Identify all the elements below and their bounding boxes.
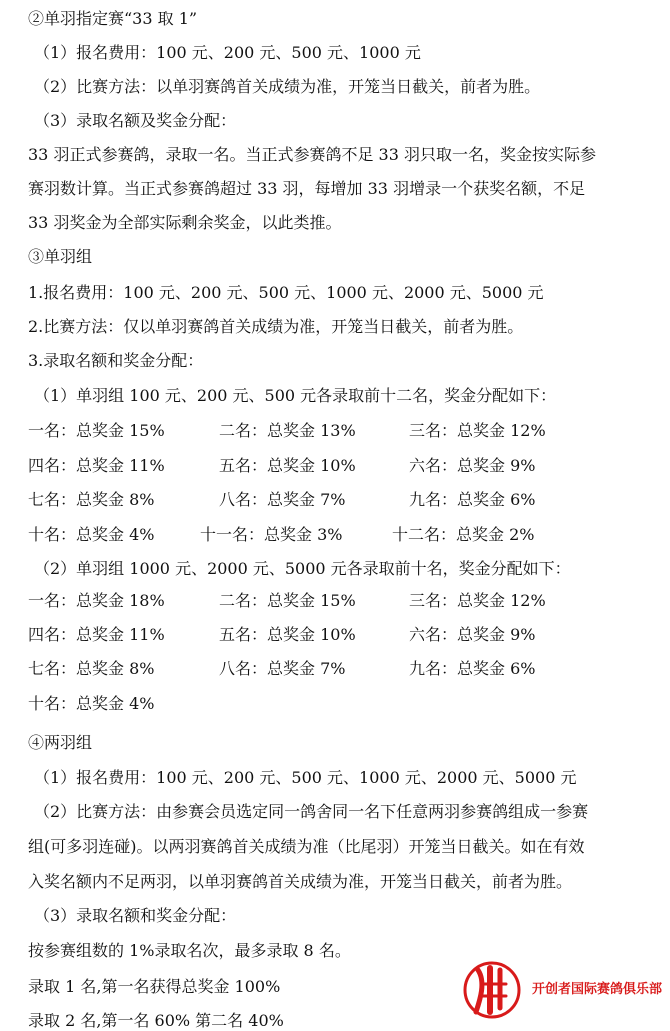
prize-cell: 四名：总奖金 11% <box>28 625 165 644</box>
s4-quota: （3）录取名额和奖金分配： <box>34 906 237 925</box>
prize-cell: 三名：总奖金 12% <box>409 591 546 610</box>
prize-cell: 五名：总奖金 10% <box>219 625 356 644</box>
club-emblem-icon <box>462 960 522 1020</box>
prize-cell: 四名：总奖金 11% <box>28 456 165 475</box>
prize-cell: 六名：总奖金 9% <box>409 456 536 475</box>
prize-cell: 五名：总奖金 10% <box>219 456 356 475</box>
prize-cell: 十二名：总奖金 2% <box>392 525 535 544</box>
s3-quota: 3.录取名额和奖金分配： <box>28 351 204 370</box>
prize-cell: 十名：总奖金 4% <box>28 525 155 544</box>
s3-sub2: （2）单羽组 1000 元、2000 元、5000 元各录取前十名，奖金分配如下： <box>34 559 571 578</box>
s2-paragraph-line: 33 羽正式参赛鸽，录取一名。当正式参赛鸽不足 33 羽只取一名，奖金按实际参 <box>28 145 596 164</box>
club-name: 开创者国际赛鸽俱乐部 <box>532 982 663 997</box>
prize-cell: 九名：总奖金 6% <box>409 659 536 678</box>
s2-paragraph-line: 赛羽数计算。当正式参赛鸽超过 33 羽，每增加 33 羽增录一个获奖名额，不足 <box>28 179 586 198</box>
section-2-title: ②单羽指定赛“33 取 1” <box>28 9 198 28</box>
s4-method-line: 入奖名额内不足两羽，以单羽赛鸽首关成绩为准，开笼当日截关，前者为胜。 <box>28 872 573 891</box>
prize-cell: 十名：总奖金 4% <box>28 694 155 713</box>
prize-cell: 七名：总奖金 8% <box>28 490 155 509</box>
prize-cell: 八名：总奖金 7% <box>219 659 346 678</box>
prize-cell: 二名：总奖金 15% <box>219 591 356 610</box>
club-logo <box>462 960 666 1020</box>
prize-cell: 三名：总奖金 12% <box>409 421 546 440</box>
s4-result-line: 录取 1 名,第一名获得总奖金 100% <box>28 977 281 996</box>
s4-method-line: （2）比赛方法：由参赛会员选定同一鸽舍同一名下任意两羽参赛鸽组成一参赛 <box>34 802 589 821</box>
prize-cell: 一名：总奖金 18% <box>28 591 165 610</box>
s3-sub1: （1）单羽组 100 元、200 元、500 元各录取前十二名，奖金分配如下： <box>34 386 557 405</box>
s3-fee: 1.报名费用：100 元、200 元、500 元、1000 元、2000 元、5000 元 <box>28 283 544 302</box>
s2-quota: （3）录取名额及奖金分配： <box>34 111 237 130</box>
prize-cell: 八名：总奖金 7% <box>219 490 346 509</box>
s4-result-line: 录取 2 名,第一名 60% 第二名 40% <box>28 1011 284 1030</box>
s2-paragraph-line: 33 羽奖金为全部实际剩余奖金，以此类推。 <box>28 213 342 232</box>
prize-cell: 二名：总奖金 13% <box>219 421 356 440</box>
s4-fee: （1）报名费用：100 元、200 元、500 元、1000 元、2000 元、5000 元 <box>34 768 577 787</box>
section-3-title: ③单羽组 <box>28 247 93 266</box>
prize-cell: 六名：总奖金 9% <box>409 625 536 644</box>
s4-rule: 按参赛组数的 1%录取名次，最多录取 8 名。 <box>28 941 351 960</box>
prize-cell: 九名：总奖金 6% <box>409 490 536 509</box>
prize-cell: 十一名：总奖金 3% <box>200 525 343 544</box>
s3-method: 2.比赛方法：仅以单羽赛鸽首关成绩为准，开笼当日截关，前者为胜。 <box>28 317 524 336</box>
s2-fee: （1）报名费用：100 元、200 元、500 元、1000 元 <box>34 43 421 62</box>
s2-method: （2）比赛方法：以单羽赛鸽首关成绩为准，开笼当日截关，前者为胜。 <box>34 77 541 96</box>
s4-method-line: 组(可多羽连碰)。以两羽赛鸽首关成绩为准（比尾羽）开笼当日截关。如在有效 <box>28 837 585 856</box>
prize-cell: 七名：总奖金 8% <box>28 659 155 678</box>
prize-cell: 一名：总奖金 15% <box>28 421 165 440</box>
section-4-title: ④两羽组 <box>28 733 93 752</box>
